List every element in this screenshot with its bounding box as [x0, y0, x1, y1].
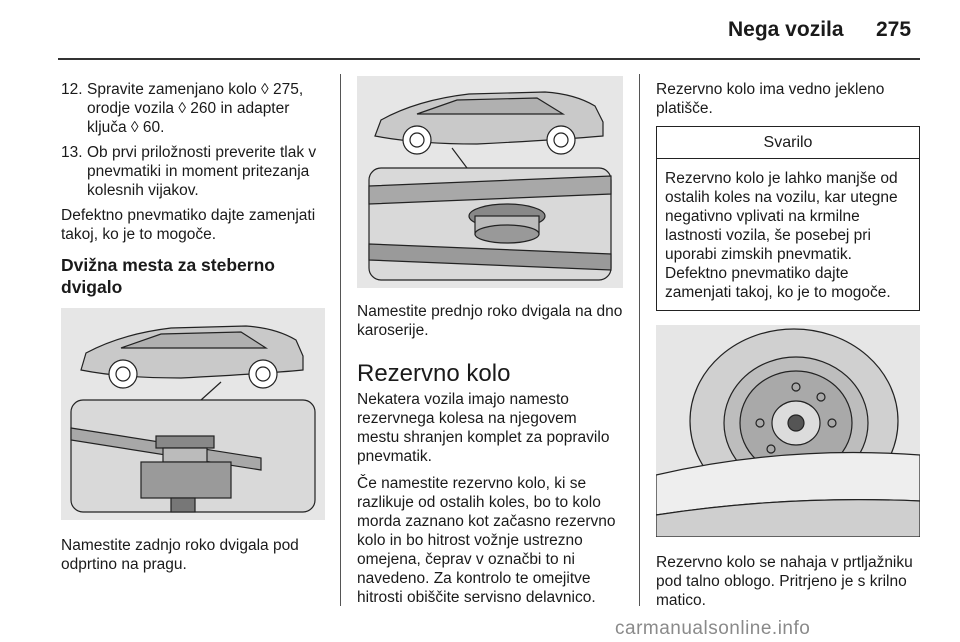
figure-caption: Rezervno kolo se nahaja v prtljažniku pod talno oblogo. Pritrjeno je s krilno matico.: [656, 554, 913, 609]
front-lift-point-illustration: [357, 76, 623, 288]
body-paragraph: Nekatera vozila imajo namesto rezervnega kolesa na njegovem mestu shranjen komplet za popravilo pnevmatik.: [357, 391, 610, 465]
body-paragraph: Če namestite rezervno kolo, ki se razlikuje od ostalih koles, bo to kolo morda zaznano kot začasno rezervno kolo in bo hitrost vožnje ustrezno omejena, čeprav v označbi to ni navedeno. Za kontrolo te omejitve hitrosti obiščite servisno delavnico.: [357, 475, 616, 606]
step-text: Ob prvi priložnosti preverite tlak v pnevmatiki in moment pritezanja kolesnih vijakov.: [87, 144, 317, 199]
spare-wheel-illustration: [656, 325, 920, 537]
figure-caption: Namestite zadnjo roko dvigala pod odprtino na pragu.: [61, 537, 299, 573]
list-item: [61, 143, 325, 200]
column-3: [656, 80, 920, 618]
step-number: 12.: [61, 81, 83, 98]
watermark: carmanualsonline.info: [615, 618, 811, 639]
rear-lift-point-illustration: [61, 308, 325, 520]
section-heading: Rezervno kolo: [357, 360, 511, 387]
note-paragraph: Defektno pnevmatiko dajte zamenjati takoj, ko je to mogoče.: [61, 207, 316, 243]
header-divider: [58, 58, 920, 60]
warning-title: Svarilo: [657, 127, 919, 159]
section-heading: Dvižna mesta za steberno dvigalo: [61, 255, 275, 297]
step-text: Spravite zamenjano kolo ◊ 275, orodje vozila ◊ 260 in adapter ključa ◊ 60.: [87, 81, 304, 136]
step-number: 13.: [61, 144, 83, 161]
running-header-title: Nega vozila: [728, 18, 844, 41]
page-number: 275: [876, 18, 912, 41]
warning-box: [656, 126, 920, 311]
warning-text: Rezervno kolo je lahko manjše od ostalih koles na vozilu, kar utegne negativno vplivati na krmilne lastnosti vozila, še posebej pri uporabi zimskih pnevmatik. Defektno pnevmatiko dajte zamenjati takoj, ko je to mogoče.: [665, 170, 898, 301]
body-paragraph: Rezervno kolo ima vedno jekleno platišče.: [656, 81, 885, 117]
column-divider: [639, 74, 640, 606]
column-1: [61, 80, 325, 582]
column-2: [357, 76, 623, 615]
figure-caption: Namestite prednjo roko dvigala na dno karoserije.: [357, 303, 623, 339]
list-item: [61, 80, 325, 137]
column-divider: [340, 74, 341, 606]
